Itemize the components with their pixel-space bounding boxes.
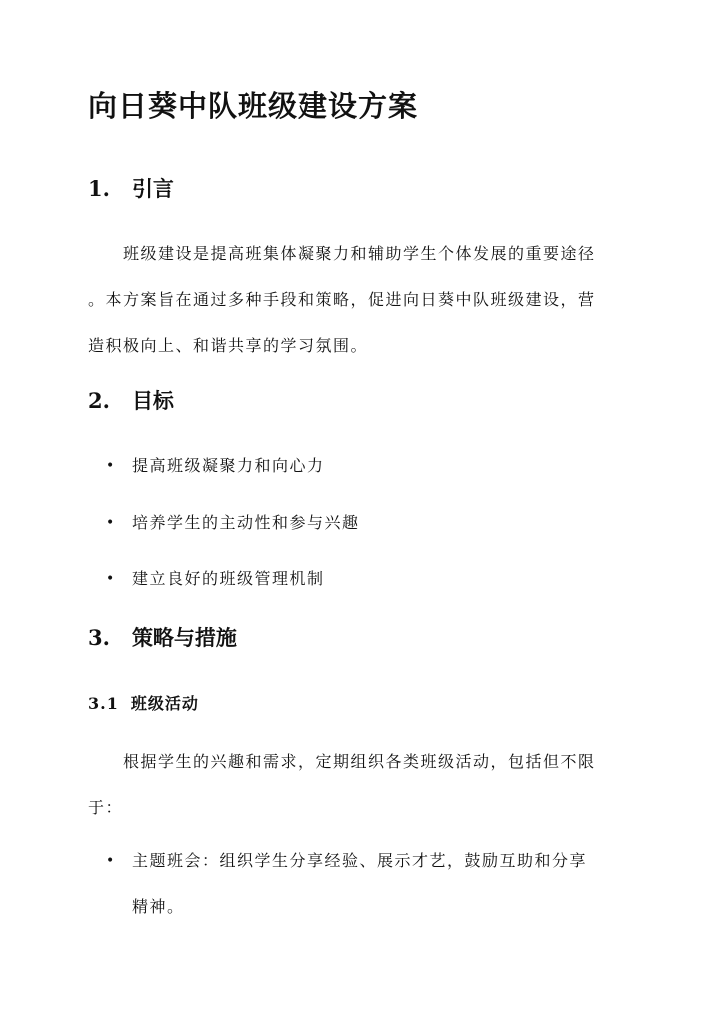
document-title: 向日葵中队班级建设方案 (88, 89, 419, 123)
activity-list-item (106, 838, 632, 930)
bullet-icon: • (106, 853, 116, 869)
paragraph-line: 造积极向上、和谐共享的学习氛围。 (88, 336, 369, 355)
activity-text-line: 精神。 (132, 897, 185, 916)
paragraph-line: 班级建设是提高班集体凝聚力和辅助学生个体发展的重要途径 (123, 244, 596, 263)
activity-text-line: 主题班会：组织学生分享经验、展示才艺，鼓励互助和分享 (132, 851, 588, 870)
bullet-icon: • (106, 458, 116, 474)
bullet-icon: • (106, 571, 116, 587)
subsection-title: 班级活动 (130, 694, 199, 713)
section-number: 2. (88, 388, 110, 413)
section-title: 策略与措施 (131, 625, 237, 650)
paragraph-line: 根据学生的兴趣和需求，定期组织各类班级活动，包括但不限 (123, 752, 596, 771)
goal-text: 提高班级凝聚力和向心力 (132, 456, 325, 475)
goal-text: 培养学生的主动性和参与兴趣 (132, 513, 360, 532)
bullet-icon: • (106, 515, 116, 531)
goal-text: 建立良好的班级管理机制 (132, 569, 325, 588)
goal-list-item (106, 500, 632, 546)
subsection-number: 3.1 (88, 694, 119, 713)
activities-paragraph (88, 739, 632, 831)
section-number: 1. (88, 176, 110, 201)
section-heading-goals (88, 386, 174, 416)
section-title: 引言 (131, 176, 174, 201)
paragraph-line: 。本方案旨在通过多种手段和策略，促进向日葵中队班级建设，营 (88, 290, 596, 309)
paragraph-line: 于： (88, 798, 124, 817)
section-number: 3. (88, 625, 110, 650)
goal-list-item (106, 556, 632, 602)
section-heading-intro (88, 174, 174, 204)
intro-paragraph (88, 231, 632, 369)
section-title: 目标 (131, 388, 174, 413)
subsection-heading-activities (88, 692, 199, 716)
section-heading-strategy (88, 623, 237, 653)
goal-list-item (106, 443, 632, 489)
